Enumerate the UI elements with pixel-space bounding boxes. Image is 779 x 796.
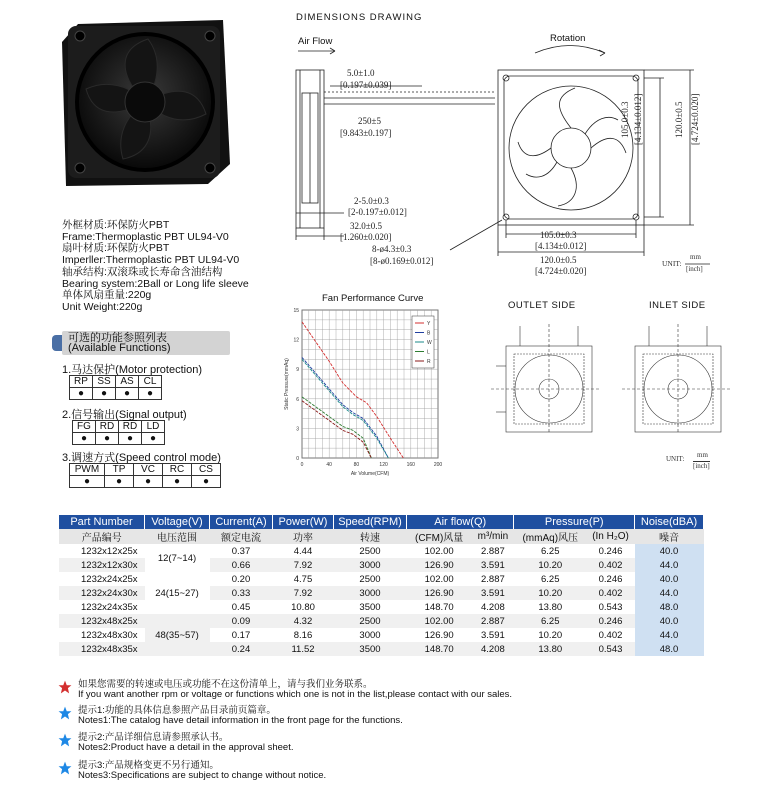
- col-noise: Noise(dBA): [635, 515, 704, 529]
- dim-lead-inch: [9.843±0.197]: [340, 128, 392, 138]
- option-code: AS: [116, 376, 139, 388]
- table-cell: 148.70: [407, 600, 472, 614]
- dim-pitch-inch: [4.134±0.012]: [535, 241, 587, 251]
- table-cell: 0.543: [587, 600, 635, 614]
- note-item: [58, 680, 558, 702]
- col-power: Power(W): [273, 515, 334, 529]
- table-cell: 44.0: [635, 628, 704, 642]
- chart-plot: [282, 304, 462, 482]
- table-cell: 0.45: [210, 600, 273, 614]
- legend-label: W: [427, 340, 432, 346]
- option-code: VC: [134, 464, 163, 476]
- table-row: [59, 614, 704, 628]
- table-cell: 40.0: [635, 572, 704, 586]
- x-tick-label: 200: [433, 462, 443, 468]
- y-tick-label: 12: [293, 337, 299, 344]
- voltage-cell: 24(15~27): [145, 572, 210, 614]
- table-cell: 3500: [334, 642, 407, 656]
- table-row: [59, 544, 704, 558]
- option-table: [69, 375, 162, 400]
- inlet-side-view: [617, 300, 737, 440]
- outlet-drawing: [486, 316, 606, 440]
- option-code: FG: [73, 421, 96, 433]
- unit-mm-2: mm: [697, 451, 708, 459]
- table-cell: 126.90: [407, 586, 472, 600]
- outlet-title: OUTLET SIDE: [508, 300, 576, 311]
- option-dot: ●: [142, 433, 165, 445]
- table-cell: 3500: [334, 600, 407, 614]
- sub-header: (mmAq)风压: [514, 529, 587, 544]
- table-cell: 0.402: [587, 558, 635, 572]
- note-en: If you want another rpm or voltage or functions which one is not in the list,please contact with our sales.: [78, 689, 513, 700]
- performance-chart: [282, 292, 462, 482]
- table-cell: 1232x48x35x: [59, 642, 145, 656]
- options-header-cn: 可选的功能参照列表: [68, 332, 167, 344]
- table-cell: 102.00: [407, 572, 472, 586]
- options-header: [62, 331, 230, 355]
- option-dot: ●: [139, 388, 162, 400]
- fan-photo: [58, 14, 233, 189]
- legend-label: R: [427, 359, 431, 365]
- option-code: PWM: [70, 464, 105, 476]
- x-tick-label: 160: [406, 462, 415, 468]
- option-code: $\overline{RD}$: [119, 421, 142, 433]
- dim-depth: 32.0±0.5: [350, 221, 382, 231]
- option-dot: ●: [116, 388, 139, 400]
- dim-thickness: 5.0±1.0: [347, 68, 375, 78]
- dim-size-inch: [4.724±0.020]: [535, 266, 587, 276]
- table-cell: 3.591: [472, 558, 514, 572]
- table-cell: 1232x48x30x: [59, 628, 145, 642]
- table-cell: 7.92: [273, 558, 334, 572]
- table-cell: 48.0: [635, 600, 704, 614]
- option-code: LD: [142, 421, 165, 433]
- unit-inch: [inch]: [686, 265, 703, 273]
- sub-header: 转速: [334, 529, 407, 544]
- table-cell: 13.80: [514, 642, 587, 656]
- x-axis-label: Air Volume(CFM): [350, 471, 390, 477]
- table-cell: 0.24: [210, 642, 273, 656]
- spec-line: 轴承结构:双滚珠或长寿命含油结构: [62, 265, 223, 278]
- sub-header: 电压范围: [145, 529, 210, 544]
- table-cell: 2500: [334, 544, 407, 558]
- option-dot: ●: [134, 476, 163, 488]
- table-cell: 40.0: [635, 544, 704, 558]
- sub-header: 额定电流: [210, 529, 273, 544]
- table-cell: 0.246: [587, 544, 635, 558]
- table-cell: 6.25: [514, 572, 587, 586]
- dim-pitch: 105.0±0.3: [540, 230, 577, 240]
- col-airflow: Air flow(Q): [407, 515, 514, 529]
- table-cell: 1232x24x35x: [59, 600, 145, 614]
- table-row: [59, 572, 704, 586]
- table-cell: 0.402: [587, 628, 635, 642]
- option-dot: ●: [192, 476, 221, 488]
- table-cell: 1232x24x30x: [59, 586, 145, 600]
- option-dot: ●: [96, 433, 119, 445]
- unit-label-2: UNIT:: [666, 455, 685, 463]
- x-tick-label: 40: [326, 462, 332, 468]
- col-speed: Speed(RPM): [334, 515, 407, 529]
- spec-line: Frame:Thermoplastic PBT UL94-V0: [62, 230, 229, 243]
- table-cell: 44.0: [635, 558, 704, 572]
- outlet-side-view: [486, 300, 606, 440]
- table-cell: 0.543: [587, 642, 635, 656]
- sub-header: 噪音: [635, 529, 704, 544]
- option-code: RP: [70, 376, 93, 388]
- table-cell: 1232x48x25x: [59, 614, 145, 628]
- table-cell: 1232x12x25x: [59, 544, 145, 558]
- rotation-label: Rotation: [550, 33, 586, 44]
- table-cell: 0.37: [210, 544, 273, 558]
- option-code: SS: [93, 376, 116, 388]
- note-cn: 提示2:产品详细信息请参照承认书。: [78, 732, 229, 743]
- star-icon: [58, 706, 72, 720]
- table-cell: 4.75: [273, 572, 334, 586]
- option-group-title: 3.调速方式(Speed control mode): [62, 452, 221, 464]
- table-cell: 126.90: [407, 628, 472, 642]
- table-cell: 3.591: [472, 628, 514, 642]
- table-cell: 7.92: [273, 586, 334, 600]
- y-tick-label: 6: [296, 396, 299, 403]
- spec-line: 外框材质:环保防火PBT: [62, 219, 170, 231]
- option-dot: ●: [70, 476, 105, 488]
- dim-holes-inch: [8-ø0.169±0.012]: [370, 256, 434, 266]
- table-cell: 0.20: [210, 572, 273, 586]
- note-en: Notes1:The catalog have detail information in the front page for the functions.: [78, 715, 403, 726]
- header-tab: [52, 335, 62, 351]
- table-cell: 0.246: [587, 572, 635, 586]
- spec-line: Imperller:Thermoplastic PBT UL94-V0: [62, 254, 240, 267]
- table-cell: 2500: [334, 614, 407, 628]
- option-table: [69, 463, 221, 488]
- dim-depth-inch: [1.260±0.020]: [340, 232, 392, 242]
- options-header-en: (Available Functions): [68, 342, 171, 354]
- table-cell: 2.887: [472, 572, 514, 586]
- option-dot: ●: [93, 388, 116, 400]
- table-cell: 102.00: [407, 544, 472, 558]
- dim-size: 120.0±0.5: [540, 255, 577, 265]
- note-item: [58, 706, 558, 728]
- option-dot: ●: [73, 433, 96, 445]
- option-dot: ●: [119, 433, 142, 445]
- y-tick-label: 9: [296, 367, 299, 374]
- spec-line: Bearing system:2Ball or Long life sleeve: [62, 277, 249, 290]
- dim-slot: 2-5.0±0.3: [354, 196, 389, 206]
- dim-thickness-inch: [0.197±0.039]: [340, 80, 392, 90]
- dim-vsize: 120.0±0.5: [674, 101, 684, 138]
- legend-label: L: [427, 349, 430, 356]
- option-group-title: 2.信号输出(Signal output): [62, 409, 187, 421]
- airflow-label: Air Flow: [298, 36, 333, 47]
- sub-header: (CFM)风量: [407, 529, 472, 544]
- table-cell: 3000: [334, 558, 407, 572]
- table-cell: 44.0: [635, 586, 704, 600]
- option-code: TP: [105, 464, 134, 476]
- sub-header: 功率: [273, 529, 334, 544]
- table-cell: 1232x24x25x: [59, 572, 145, 586]
- table-cell: 8.16: [273, 628, 334, 642]
- inlet-drawing: [617, 316, 737, 440]
- option-code: RD: [96, 421, 119, 433]
- table-cell: 3.591: [472, 586, 514, 600]
- note-cn: 如果您需要的转速或电压或功能不在这份清单上，请与我们业务联系。: [78, 679, 373, 690]
- note-en: Notes3:Specifications are subject to change without notice.: [78, 770, 327, 781]
- option-dot: ●: [105, 476, 134, 488]
- option-table: [72, 420, 165, 445]
- table-cell: 48.0: [635, 642, 704, 656]
- dim-slot-inch: [2-0.197±0.012]: [348, 207, 407, 217]
- table-cell: 10.20: [514, 558, 587, 572]
- table-header-row: [59, 515, 704, 529]
- table-cell: 13.80: [514, 600, 587, 614]
- dim-vpitch-inch: [4.134±0.012]: [633, 93, 643, 145]
- spec-line: Unit Weight:220g: [62, 300, 143, 313]
- x-tick-label: 120: [379, 462, 388, 468]
- dim-vsize-inch: [4.724±0.020]: [690, 93, 700, 145]
- dim-vpitch: 105.0±0.3: [620, 101, 630, 138]
- sub-header: 产品编号: [59, 529, 145, 544]
- spec-table: [59, 515, 704, 656]
- y-tick-label: 0: [296, 456, 299, 462]
- col-current: Current(A): [210, 515, 273, 529]
- table-cell: 4.208: [472, 600, 514, 614]
- table-cell: 0.246: [587, 614, 635, 628]
- note-cn: 提示3:产品规格变更不另行通知。: [78, 760, 219, 771]
- table-cell: 2.887: [472, 614, 514, 628]
- unit-inch-2: [inch]: [693, 462, 710, 470]
- table-cell: 2.887: [472, 544, 514, 558]
- option-dot: ●: [70, 388, 93, 400]
- note-item: [58, 761, 558, 783]
- voltage-cell: 48(35~57): [145, 614, 210, 656]
- unit-label: UNIT:: [662, 259, 682, 268]
- table-cell: 3000: [334, 628, 407, 642]
- col-part-number: Part Number: [59, 515, 145, 529]
- option-code: RC: [163, 464, 192, 476]
- table-cell: 3000: [334, 586, 407, 600]
- drawing-title: DIMENSIONS DRAWING: [296, 12, 423, 23]
- table-cell: 102.00: [407, 614, 472, 628]
- y-tick-label: 15: [293, 308, 299, 314]
- table-cell: 0.402: [587, 586, 635, 600]
- table-cell: 148.70: [407, 642, 472, 656]
- legend-label: Y: [427, 321, 431, 327]
- sub-header: (In H₂O): [587, 529, 635, 544]
- table-cell: 0.66: [210, 558, 273, 572]
- option-code: CS: [192, 464, 221, 476]
- dim-lead: 250±5: [358, 116, 381, 126]
- col-pressure: Pressure(P): [514, 515, 635, 529]
- table-cell: 10.80: [273, 600, 334, 614]
- table-cell: 4.208: [472, 642, 514, 656]
- material-spec: [62, 220, 282, 314]
- table-cell: 10.20: [514, 586, 587, 600]
- table-cell: 2500: [334, 572, 407, 586]
- option-code: CL: [139, 376, 162, 388]
- table-cell: 10.20: [514, 628, 587, 642]
- star-icon: [58, 733, 72, 747]
- table-cell: 1232x12x30x: [59, 558, 145, 572]
- note-item: [58, 733, 558, 755]
- sub-header: m³/min: [472, 529, 514, 544]
- table-subheader-row: [59, 529, 704, 544]
- option-dot: ●: [163, 476, 192, 488]
- note-cn: 提示1:功能的具体信息参照产品目录前页篇章。: [78, 705, 276, 716]
- dimensions-drawing: [290, 8, 779, 293]
- x-tick-label: 80: [353, 462, 360, 468]
- table-cell: 11.52: [273, 642, 334, 656]
- table-cell: 0.33: [210, 586, 273, 600]
- dim-holes: 8-ø4.3±0.3: [372, 244, 412, 254]
- spec-line: 扇叶材质:环保防火PBT: [62, 242, 170, 255]
- table-cell: 0.09: [210, 614, 273, 628]
- inlet-title: INLET SIDE: [649, 300, 706, 311]
- y-axis-label: Static Pressure(mmAq): [284, 358, 290, 410]
- option-group-title: 1.马达保护(Motor protection): [62, 364, 202, 376]
- table-cell: 40.0: [635, 614, 704, 628]
- col-voltage: Voltage(V): [145, 515, 210, 529]
- spec-line: 单体风扇重量:220g: [62, 289, 152, 302]
- star-icon: [58, 761, 72, 775]
- table-cell: 0.17: [210, 628, 273, 642]
- unit-mm: mm: [690, 253, 701, 261]
- table-cell: 4.44: [273, 544, 334, 558]
- note-en: Notes2:Product have a detail in the approval sheet.: [78, 742, 294, 753]
- star-icon: [58, 680, 72, 694]
- table-cell: 6.25: [514, 544, 587, 558]
- legend-label: B: [427, 330, 431, 337]
- table-cell: 6.25: [514, 614, 587, 628]
- table-cell: 126.90: [407, 558, 472, 572]
- x-tick-label: 0: [300, 462, 304, 468]
- voltage-cell: 12(7~14): [145, 544, 210, 572]
- table-cell: 4.32: [273, 614, 334, 628]
- y-tick-label: 3: [296, 426, 299, 433]
- chart-title: Fan Performance Curve: [322, 293, 424, 304]
